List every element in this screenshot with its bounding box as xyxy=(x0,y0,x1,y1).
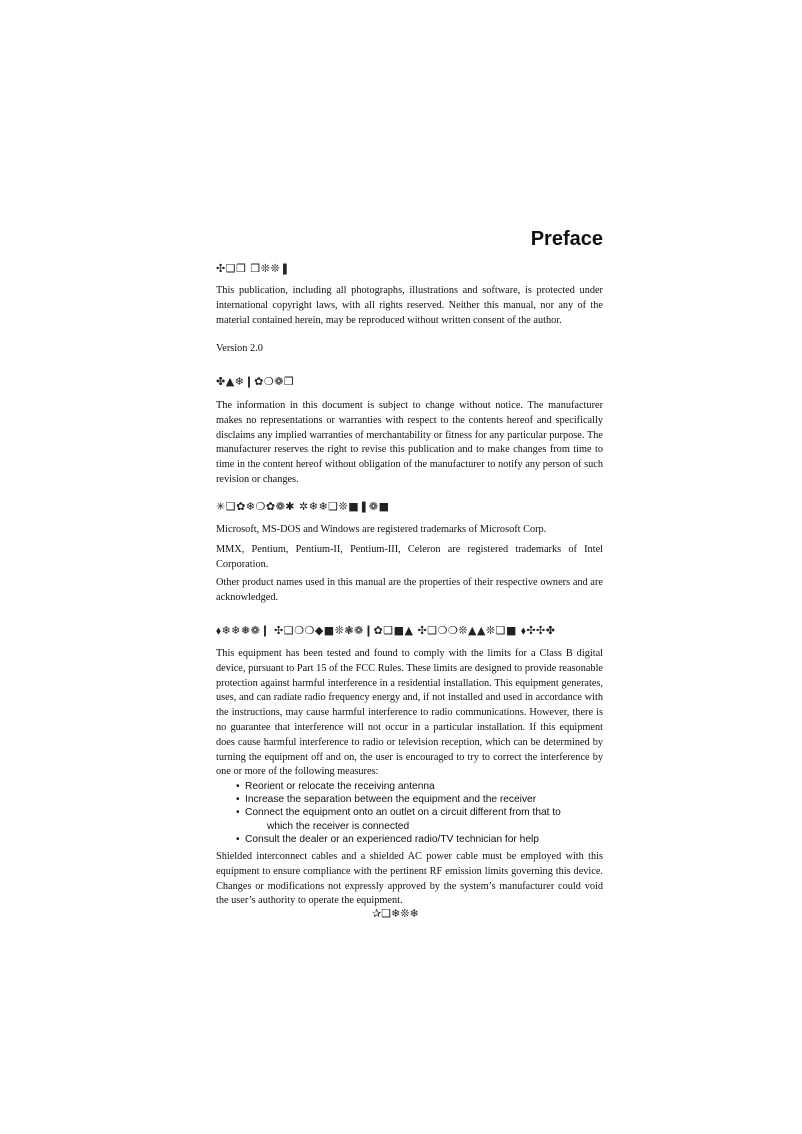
bullet-icon: • xyxy=(236,833,240,845)
bullet-icon: • xyxy=(236,781,240,792)
list-item: • Consult the dealer or an experienced radio/TV technician for help xyxy=(236,833,539,845)
list-item: • Increase the separation between the equipment and the receiver xyxy=(236,794,537,806)
bullet-icon: • xyxy=(236,794,240,806)
trademark-paragraph-microsoft: Microsoft, MS-DOS and Windows are registered trademarks of Microsoft Corp. xyxy=(216,524,547,535)
page-title: Preface xyxy=(530,228,603,250)
fcc-paragraph: This equipment has been tested and found to comply with the limits for a Class B digital device, pursuant to Part 15 of the FCC Rules. These limits are designed to provide reasonable protection against harmful interference in a residential installation. This equipment generates, uses, and can radiate radio frequency energy and, if not installed and used in accordance with the instructions, may cause harmful interference to radio communications. However, there is no guarantee that interference will not occur in a particular installation. If this equipment does cause harmful interference to radio or television reception, which can be determined by turning the equipment off and on, the user is encouraged to try to correct the interference by one or more of the following measures: xyxy=(216,648,603,778)
section-heading-disclaimer: ✤▲❄❙✿❍❁❒ xyxy=(216,375,295,388)
section-heading-copyright: ✣❑❒ ❒❊❊❚ xyxy=(216,262,290,275)
fcc-measures-list xyxy=(236,780,603,846)
fcc-closing-paragraph: Shielded interconnect cables and a shielded AC power cable must be employed with this equipment to ensure compliance with the pertinent RF emission limits governing this device. Changes or modifications not expressly approved by the system’s manufacturer could void the user’s authority to operate the equipment. xyxy=(216,851,603,907)
version-text: Version 2.0 xyxy=(216,343,263,354)
trademark-paragraph-intel: MMX, Pentium, Pentium-II, Pentium-III, Celeron are registered trademarks of Intel Corporation. xyxy=(216,544,603,570)
trademark-paragraph-other: Other product names used in this manual are the properties of their respective owners and are acknowledged. xyxy=(216,577,603,603)
list-item: • Reorient or relocate the receiving antenna xyxy=(236,781,435,792)
section-heading-trademark: ✳❑✿❄❍✿❁✱ ✲❄❄❑❊■❚❁■ xyxy=(216,500,390,513)
page-footer: ✰❑❄❊❄ xyxy=(372,907,419,920)
copyright-paragraph: This publication, including all photographs, illustrations and software, is protected under international copyright laws, with all rights reserved. Neither this manual, nor any of the material contained herein, may be reproduced without written consent of the author. xyxy=(216,285,603,326)
list-item: • Connect the equipment onto an outlet on a circuit different from that to which the receiver is connected xyxy=(236,807,561,832)
section-heading-fcc: ⬧❄❄❅❁❙ ✣❑❍❍◆■❊❃❁❙✿❑■▲ ✣❑❍❍❊▲▲❊❑■ ⬧✣✣✤ xyxy=(216,624,556,637)
disclaimer-paragraph: The information in this document is subject to change without notice. The manufacturer makes no representations or warranties with respect to the contents hereof and specifically disclaims any implied warranties of merchantability or fitness for any particular purpose. The manufacturer reserves the right to revise this publication and to make changes from time to time in the content hereof without obligation of the manufacturer to notify any person of such revision or changes. xyxy=(216,400,603,485)
bullet-icon: • xyxy=(236,807,240,819)
